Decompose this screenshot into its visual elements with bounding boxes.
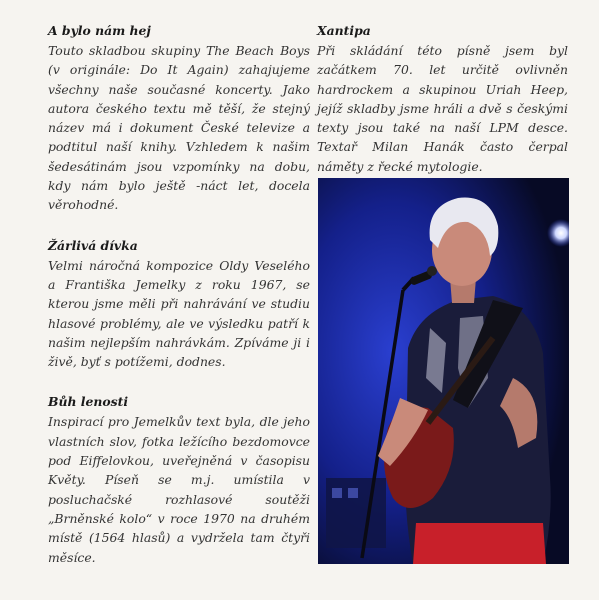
concert-photo [318, 178, 569, 564]
song-title: Xantipa [317, 23, 371, 38]
song-title: A bylo nám hej [48, 23, 151, 38]
song-title: Bůh lenosti [48, 394, 129, 410]
singer-trousers [413, 523, 546, 564]
song-section-a-bylo-nam-hej [48, 22, 310, 215]
concert-photo-illustration [318, 178, 569, 564]
song-section-zarliva-divka [48, 237, 310, 372]
song-title: Žárlivá dívka [48, 237, 138, 253]
right-column [317, 22, 568, 198]
song-section-buh-lenosti [48, 393, 310, 566]
song-description: Při skládání této písně jsem byl začátkem 70. let určitě ovlivněn hardrockem a skupinou Uriah Heep, jejíž skladby jsme hráli a dvě s českými texty jsou také na naší LPM desce. Textař Milan Hanák často čerpal náměty z řecké mytologie. [317, 43, 568, 174]
song-section-xantipa [317, 22, 568, 176]
left-column [48, 22, 310, 589]
song-description: Touto skladbou skupiny The Beach Boys (v originále: Do It Again) zahajujeme všechny naše současné koncerty. Jako autora českého textu mě těší, že stejný název má i dokument České televize a podtitul naší knihy. Vzhledem k našim šedesátinám jsou vzpomínky na dobu, kdy nám bylo ještě -náct let, docela věrohodné. [48, 43, 310, 213]
song-description: Inspirací pro Jemelkův text byla, dle jeho vlastních slov, fotka ležícího bezdomovce pod Eiffelovkou, uveřejněná v časopisu Květy. Píseň se m.j. umístila v posluchačské rozhlasové soutěži „Brněnské kolo“ v roce 1970 na druhém místě (1564 hlasů) a vydržela tam čtyři měsíce. [48, 414, 310, 565]
song-description: Velmi náročná kompozice Oldy Veselého a Františka Jemelky z roku 1967, se kterou jsme měli při nahrávání ve studiu hlasové problémy, ale ve výsledku patří k našim nejlepším nahrávkám. Zpíváme ji i živě, byť s potížemi, dodnes. [48, 257, 310, 370]
